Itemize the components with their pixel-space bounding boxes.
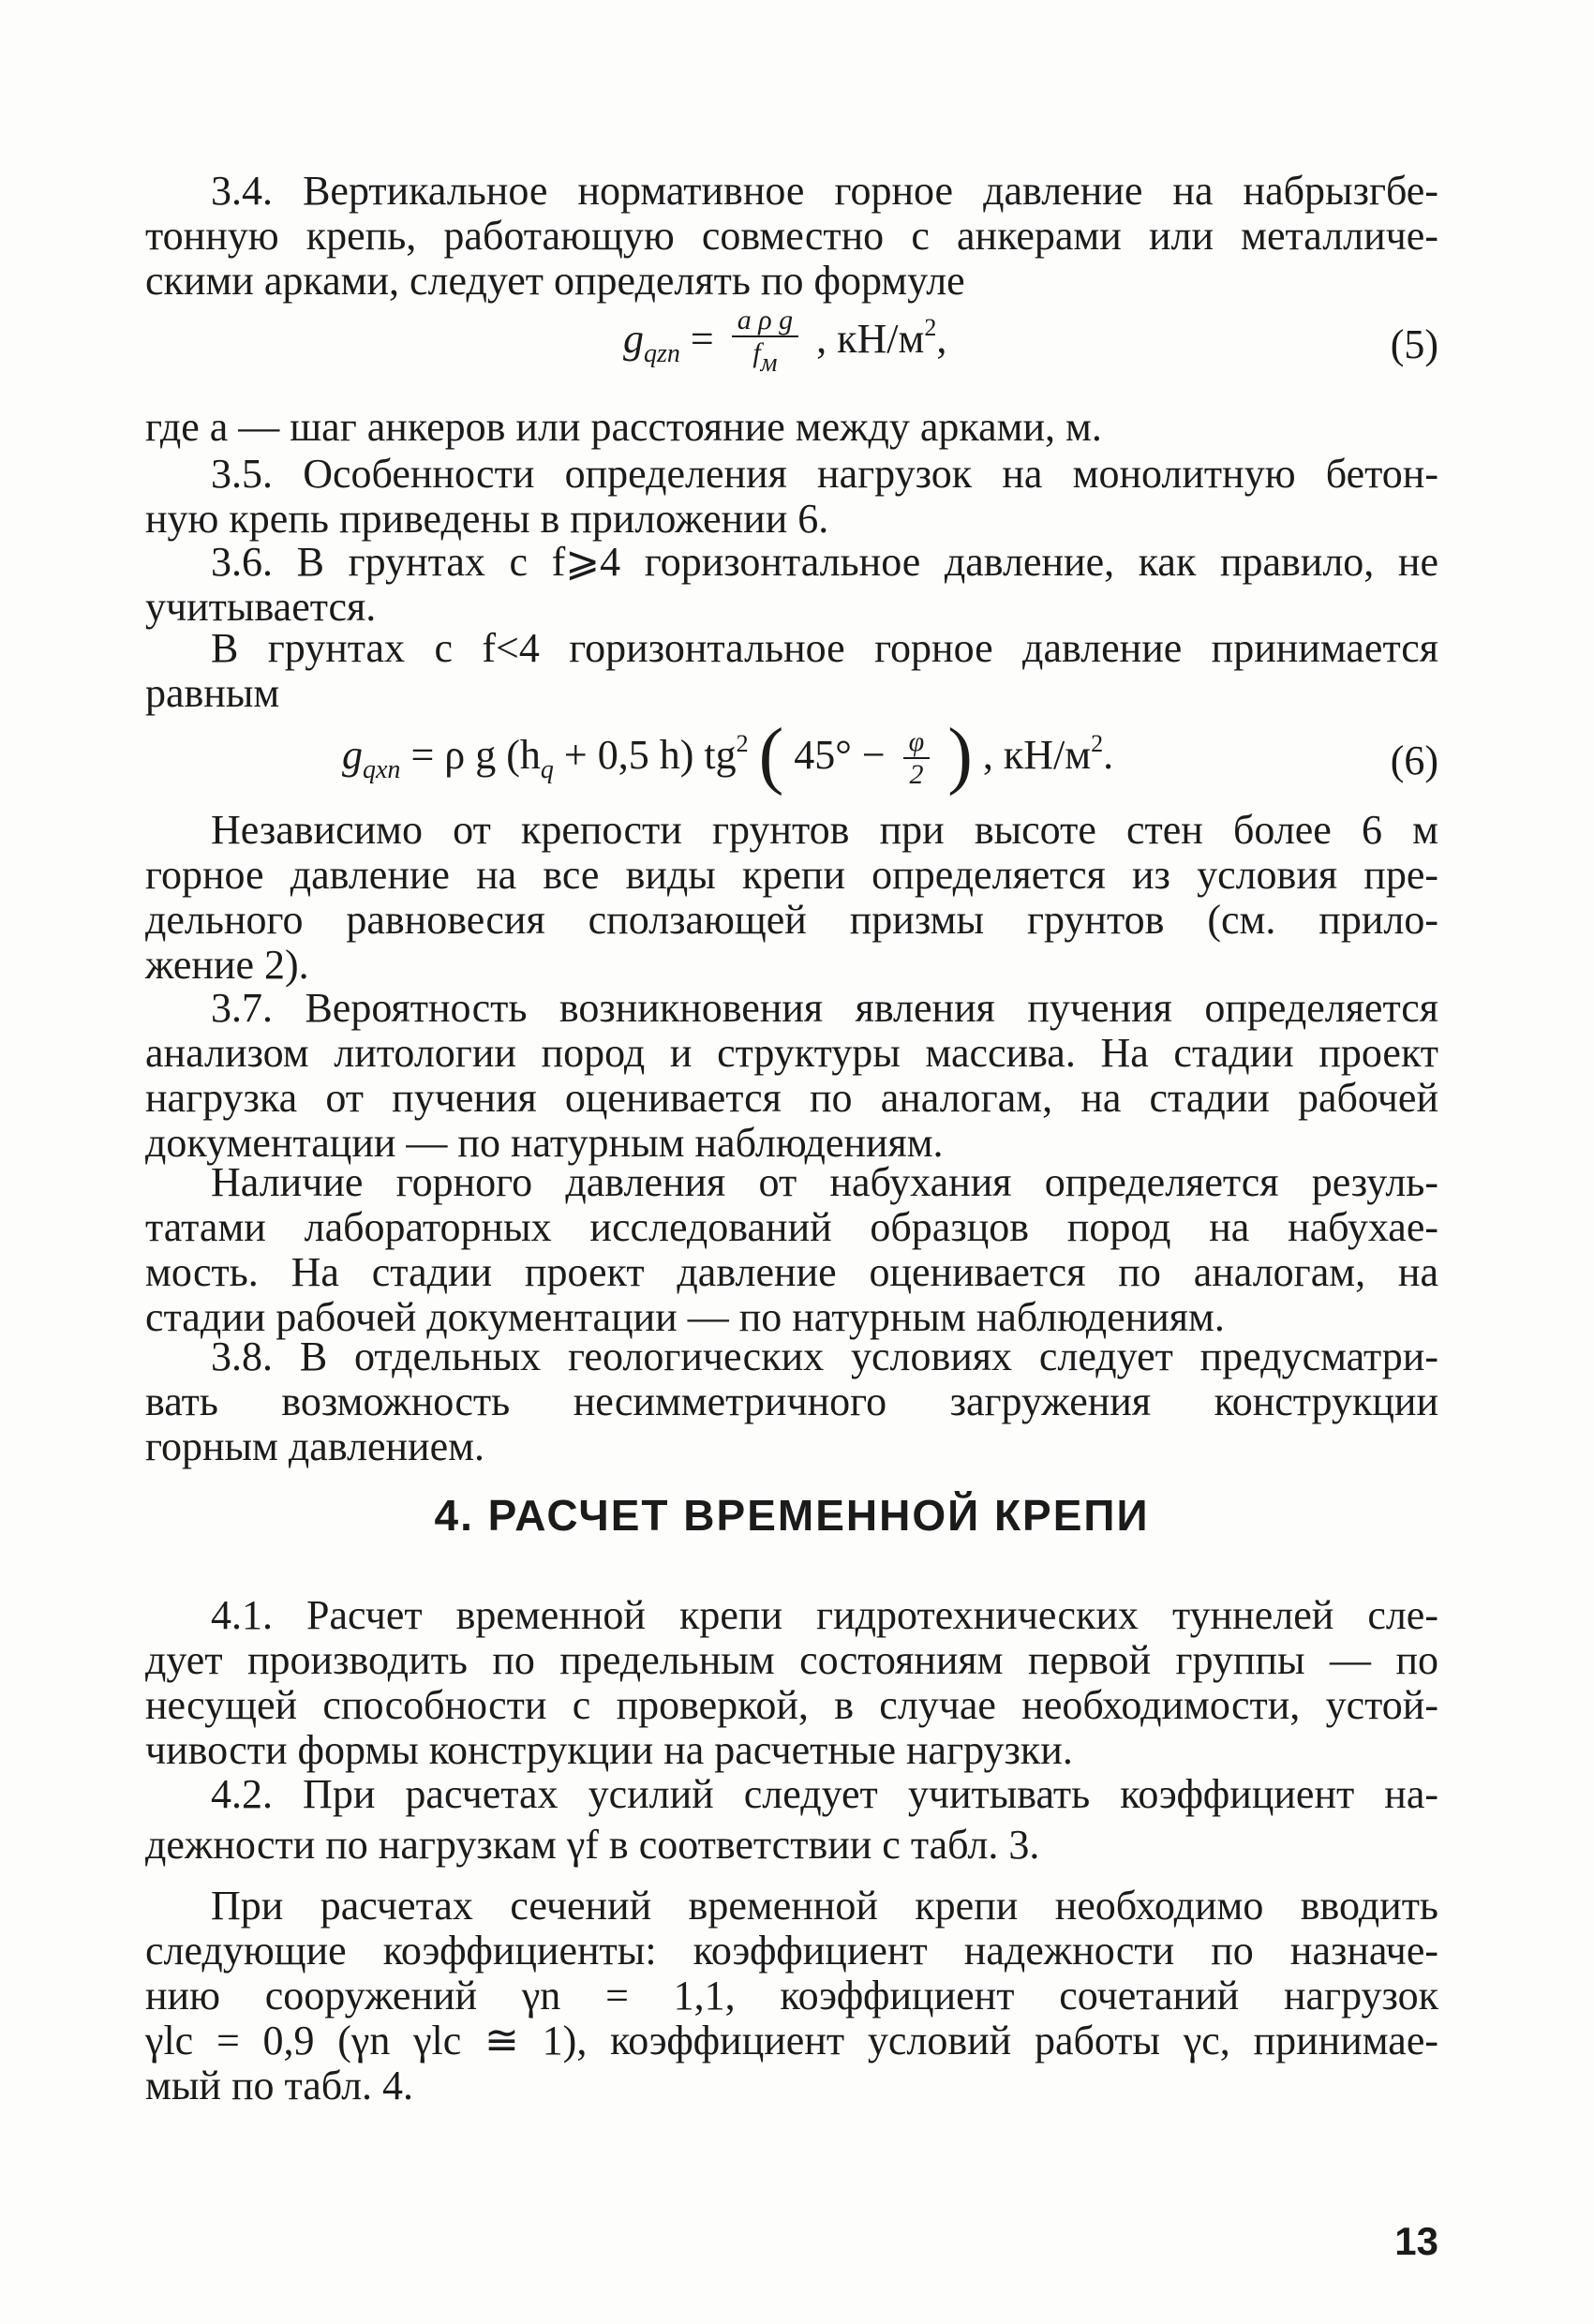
- text-line: жение 2).: [145, 942, 309, 988]
- text-line: анализом литологии пород и структуры массива. На стадии проект: [145, 1030, 1438, 1076]
- where-line: где a — шаг анкеров или расстояние между арками, м.: [145, 404, 1102, 450]
- text-line: При расчетах сечений временной крепи необходимо вводить: [211, 1883, 1438, 1929]
- text-line: ную крепь приведены в приложении 6.: [145, 496, 829, 542]
- section-heading: 4. РАСЧЕТ ВРЕМЕННОЙ КРЕПИ: [434, 1491, 1150, 1540]
- text-line: Наличие горного давления от набухания определяется резуль-: [211, 1159, 1438, 1205]
- text-line: дует производить по предельным состояниям первой группы — по: [145, 1637, 1438, 1683]
- formula-6-expression: $g_{qxn} = \rho$ g ($h_q + 0,5$ h) $tg^2$ ( 45° − $\frac{\varphi}{2}$ ) , $кН/м^2$.: [342, 714, 1114, 797]
- text-line: 3.5. Особенности определения нагрузок на монолитную бетон-: [211, 451, 1438, 497]
- text-line: 3.6. В грунтах с f⩾4 горизонтальное давление, как правило, не: [211, 539, 1438, 585]
- fraction: $\frac{\text{a ρ g}}{fм}$: [732, 305, 798, 380]
- text-line: В грунтах с f<4 горизонтальное горное давление принимается: [211, 625, 1438, 671]
- text-line: татами лабораторных исследований образцов пород на набухае-: [145, 1204, 1438, 1250]
- text-line: вать возможность несимметричного загружения конструкции: [145, 1378, 1438, 1424]
- text-line: Независимо от крепости грунтов при высоте стен более 6 м: [211, 807, 1438, 853]
- text-line: мость. На стадии проект давление оценивается по аналогам, на: [145, 1249, 1438, 1295]
- text-line: скими арками, следует определять по формуле: [145, 258, 965, 304]
- paragraph-4-1: [145, 1593, 1438, 1773]
- text-line: 3.4. Вертикальное нормативное горное давление на набрызгбе-: [211, 168, 1438, 214]
- paragraph-4-2: [145, 1769, 1438, 1870]
- formula-6: [145, 714, 1438, 806]
- paragraph-3-7: [145, 986, 1438, 1166]
- text-line: несущей способности с проверкой, в случае необходимости, устой-: [145, 1682, 1438, 1728]
- equation-number: (6): [1390, 737, 1438, 783]
- paragraph-3-7-b: [145, 1160, 1438, 1340]
- text-line: 3.7. Вероятность возникновения явления пучения определяется: [211, 985, 1438, 1031]
- text-line: нию сооружений γn = 1,1, коэффициент сочетаний нагрузок: [145, 1973, 1438, 2019]
- text-line: стадии рабочей документации — по натурным наблюдениям.: [145, 1294, 1225, 1340]
- text-line: мый по табл. 4.: [145, 2063, 414, 2108]
- paragraph-3-6-b: [145, 626, 1438, 716]
- text-line: дежности по нагрузкам γf в соответствии с табл. 3.: [145, 1822, 1040, 1868]
- text-line: дельного равновесия сползающей призмы грунтов (см. прило-: [145, 897, 1438, 943]
- equation-number: (5): [1390, 321, 1438, 367]
- text-line: горным давлением.: [145, 1423, 484, 1469]
- paragraph-3-6-c: [145, 808, 1438, 988]
- page-number: 13: [1394, 2219, 1438, 2263]
- paragraph-3-8: [145, 1334, 1438, 1469]
- paragraph-3-6: [145, 540, 1438, 630]
- formula-5: [145, 305, 1438, 390]
- formula-5-expression: $g_{qzn}$ = $\frac{\text{a ρ g}}{fм}$ , $кН/м^2$,: [623, 305, 947, 379]
- text-line: нагрузка от пучения оценивается по аналогам, на стадии рабочей: [145, 1075, 1438, 1121]
- text-line: следующие коэффициенты: коэффициент надежности по назначе-: [145, 1928, 1438, 1974]
- paragraph-3-4: [145, 169, 1438, 304]
- text-line: равным: [145, 670, 280, 716]
- text-line: 3.8. В отдельных геологических условиях следует предусматри-: [211, 1333, 1438, 1379]
- text-line: чивости формы конструкции на расчетные нагрузки.: [145, 1727, 1073, 1773]
- text-line: горное давление на все виды крепи определяется из условия пре-: [145, 852, 1438, 898]
- text-line: 4.2. При расчетах усилий следует учитывать коэффициент на-: [211, 1771, 1438, 1817]
- text-line: учитывается.: [145, 584, 377, 630]
- text-line: γlc = 0,9 (γn γlc ≅ 1), коэффициент условий работы γc, принимае-: [145, 2018, 1438, 2063]
- paragraph-3-5: [145, 452, 1438, 542]
- text-line: документации — по натурным наблюдениям.: [145, 1120, 944, 1166]
- paragraph-4-2-b: [145, 1884, 1438, 2108]
- text-line: тонную крепь, работающую совместно с анкерами или металличе-: [145, 213, 1438, 259]
- fraction: $\frac{\varphi}{2}$: [903, 727, 931, 791]
- text-line: 4.1. Расчет временной крепи гидротехнических туннелей сле-: [211, 1592, 1438, 1638]
